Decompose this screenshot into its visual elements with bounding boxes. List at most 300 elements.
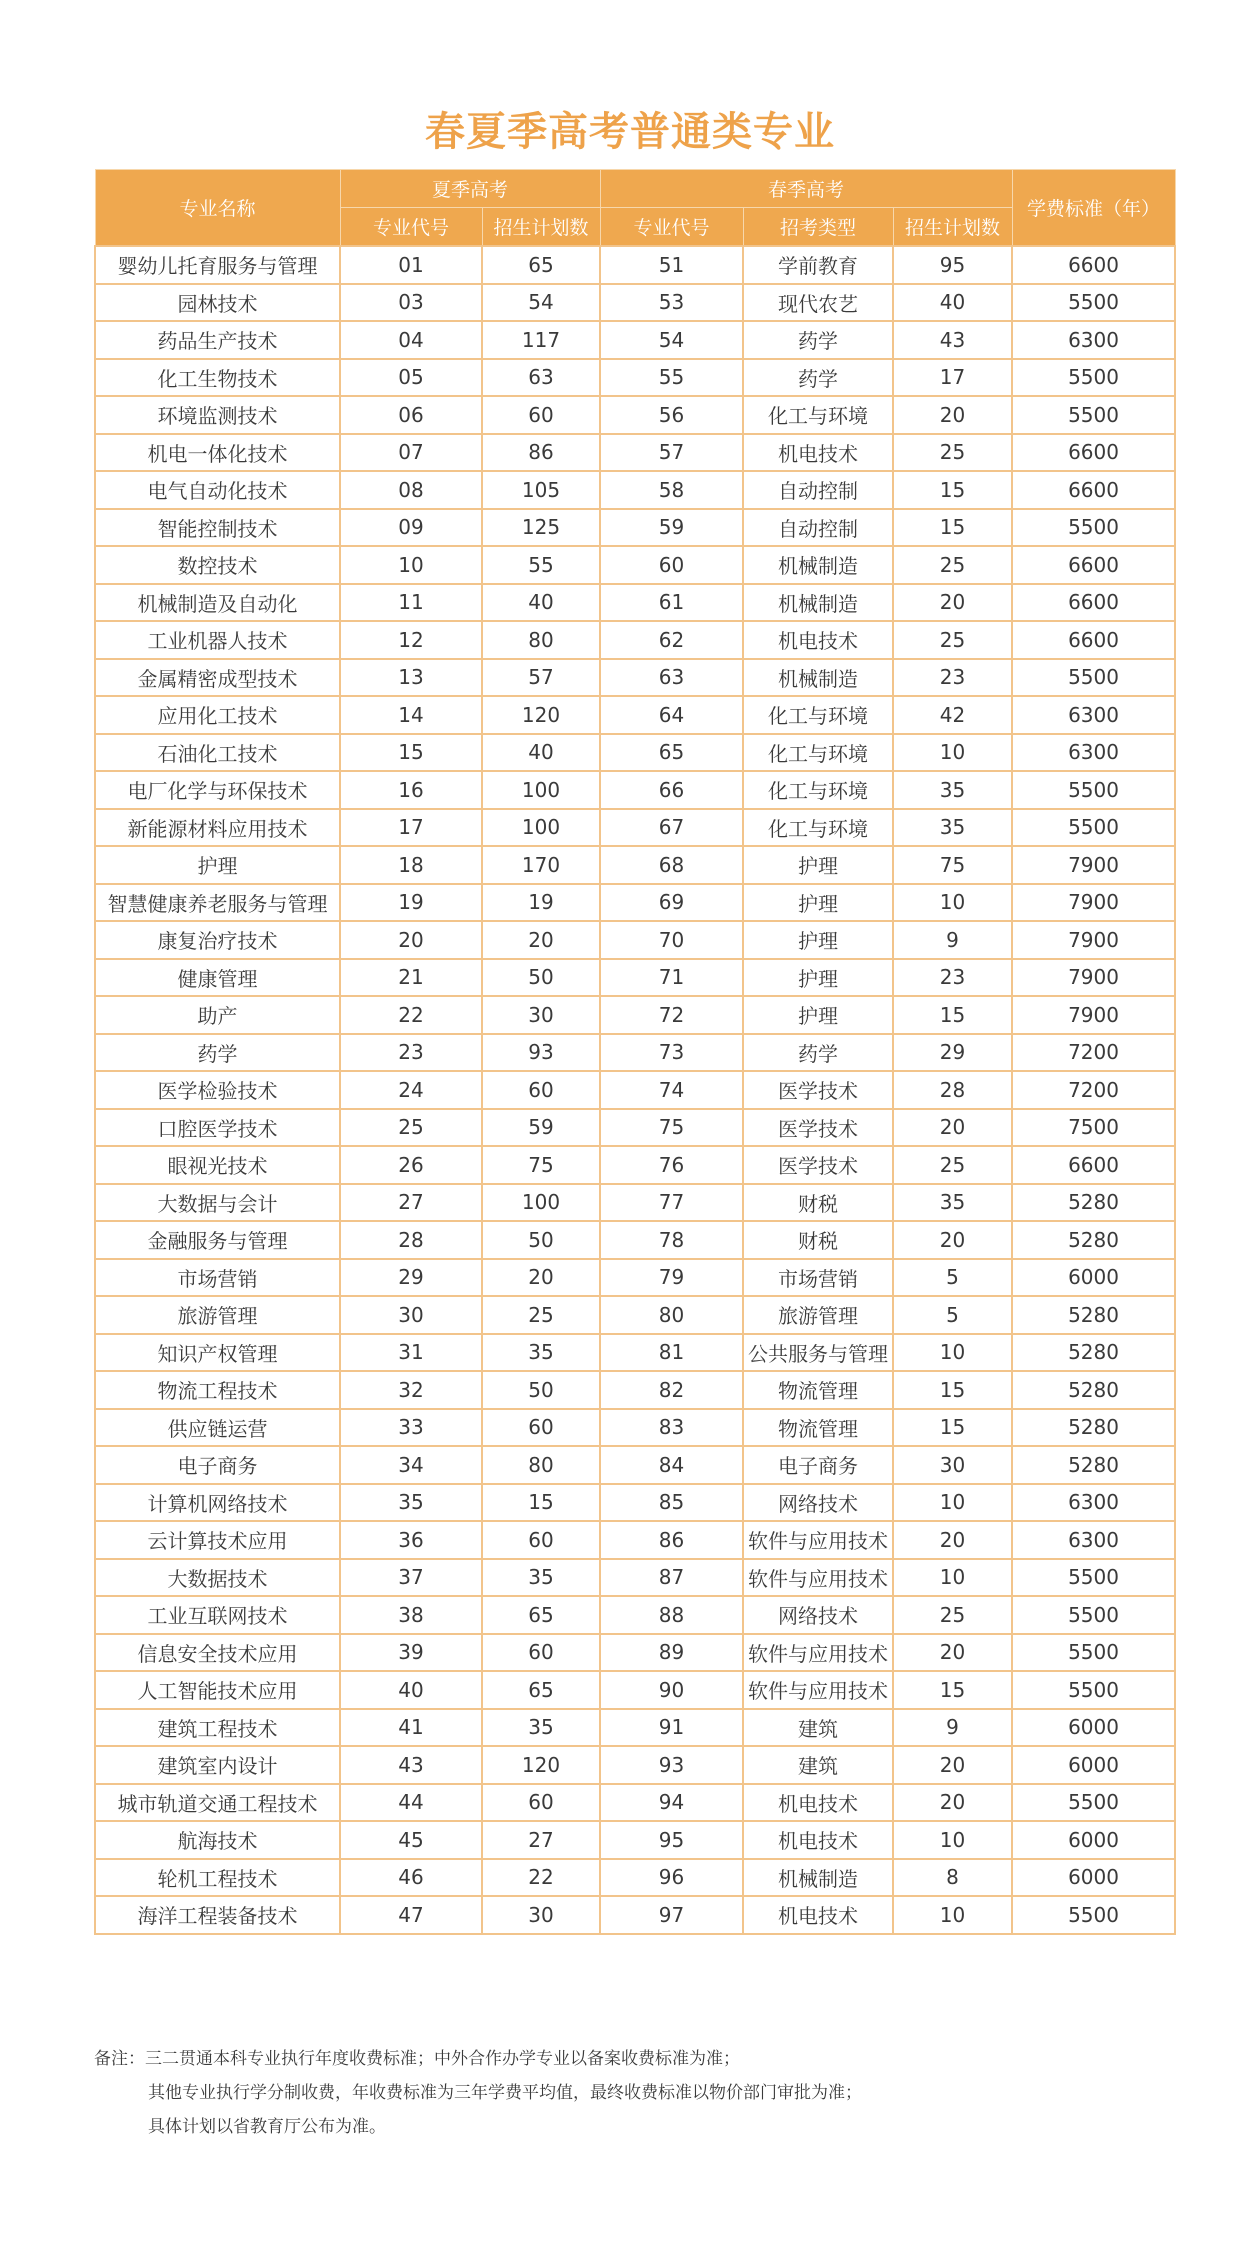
major-name-cell: 应用化工技术 [95, 696, 340, 734]
spring-code-cell: 69 [600, 884, 743, 922]
summer-code-cell: 10 [340, 546, 482, 584]
spring-code-cell: 62 [600, 621, 743, 659]
spring-code-cell: 51 [600, 246, 743, 284]
summer-code-cell: 17 [340, 809, 482, 847]
spring-plan-cell: 15 [893, 1671, 1012, 1709]
tuition-cell: 6600 [1012, 471, 1175, 509]
summer-code-cell: 39 [340, 1634, 482, 1672]
major-name-cell: 健康管理 [95, 959, 340, 997]
spring-plan-cell: 25 [893, 546, 1012, 584]
summer-plan-cell: 75 [482, 1146, 600, 1184]
summer-code-cell: 41 [340, 1709, 482, 1747]
tuition-cell: 5500 [1012, 509, 1175, 547]
summer-code-cell: 24 [340, 1071, 482, 1109]
tuition-cell: 6000 [1012, 1821, 1175, 1859]
spring-plan-cell: 20 [893, 1746, 1012, 1784]
major-name-cell: 口腔医学技术 [95, 1109, 340, 1147]
spring-plan-cell: 20 [893, 396, 1012, 434]
summer-code-cell: 01 [340, 246, 482, 284]
tuition-cell: 6600 [1012, 621, 1175, 659]
tuition-cell: 6300 [1012, 1521, 1175, 1559]
spring-code-cell: 70 [600, 921, 743, 959]
table-row [95, 1221, 1175, 1259]
major-name-cell: 大数据与会计 [95, 1184, 340, 1222]
tuition-cell: 7900 [1012, 996, 1175, 1034]
header-summer-code: 专业代号 [340, 208, 482, 247]
table-row [95, 284, 1175, 322]
table-row [95, 1259, 1175, 1297]
summer-plan-cell: 40 [482, 584, 600, 622]
major-name-cell: 云计算技术应用 [95, 1521, 340, 1559]
tuition-cell: 5500 [1012, 1896, 1175, 1934]
spring-plan-cell: 20 [893, 1634, 1012, 1672]
summer-code-cell: 14 [340, 696, 482, 734]
spring-type-cell: 市场营销 [743, 1259, 893, 1297]
spring-plan-cell: 25 [893, 434, 1012, 472]
tuition-cell: 6600 [1012, 546, 1175, 584]
spring-type-cell: 医学技术 [743, 1109, 893, 1147]
spring-code-cell: 85 [600, 1484, 743, 1522]
summer-code-cell: 43 [340, 1746, 482, 1784]
spring-type-cell: 护理 [743, 996, 893, 1034]
summer-plan-cell: 30 [482, 1896, 600, 1934]
tuition-cell: 5500 [1012, 284, 1175, 322]
table-row [95, 921, 1175, 959]
tuition-cell: 5500 [1012, 1596, 1175, 1634]
summer-plan-cell: 100 [482, 809, 600, 847]
major-name-cell: 智慧健康养老服务与管理 [95, 884, 340, 922]
summer-plan-cell: 60 [482, 1071, 600, 1109]
spring-code-cell: 97 [600, 1896, 743, 1934]
summer-code-cell: 27 [340, 1184, 482, 1222]
spring-code-cell: 84 [600, 1446, 743, 1484]
tuition-cell: 5280 [1012, 1334, 1175, 1372]
spring-plan-cell: 10 [893, 884, 1012, 922]
summer-code-cell: 16 [340, 771, 482, 809]
summer-plan-cell: 60 [482, 1409, 600, 1447]
summer-plan-cell: 100 [482, 771, 600, 809]
spring-type-cell: 学前教育 [743, 246, 893, 284]
majors-table [94, 169, 1176, 1935]
tuition-cell: 6000 [1012, 1746, 1175, 1784]
tuition-cell: 6300 [1012, 734, 1175, 772]
table-row [95, 1034, 1175, 1072]
summer-code-cell: 37 [340, 1559, 482, 1597]
table-row [95, 696, 1175, 734]
spring-plan-cell: 5 [893, 1259, 1012, 1297]
spring-code-cell: 75 [600, 1109, 743, 1147]
spring-code-cell: 79 [600, 1259, 743, 1297]
summer-plan-cell: 100 [482, 1184, 600, 1222]
summer-plan-cell: 50 [482, 1221, 600, 1259]
major-name-cell: 药学 [95, 1034, 340, 1072]
spring-code-cell: 54 [600, 321, 743, 359]
spring-plan-cell: 95 [893, 246, 1012, 284]
spring-type-cell: 自动控制 [743, 471, 893, 509]
spring-plan-cell: 20 [893, 1221, 1012, 1259]
table-row [95, 1334, 1175, 1372]
spring-type-cell: 财税 [743, 1184, 893, 1222]
table-row [95, 1859, 1175, 1897]
table-row [95, 396, 1175, 434]
summer-code-cell: 13 [340, 659, 482, 697]
spring-plan-cell: 9 [893, 921, 1012, 959]
tuition-cell: 6600 [1012, 434, 1175, 472]
spring-plan-cell: 40 [893, 284, 1012, 322]
spring-code-cell: 83 [600, 1409, 743, 1447]
spring-type-cell: 电子商务 [743, 1446, 893, 1484]
spring-type-cell: 软件与应用技术 [743, 1521, 893, 1559]
summer-code-cell: 11 [340, 584, 482, 622]
tuition-cell: 5280 [1012, 1184, 1175, 1222]
tuition-cell: 5280 [1012, 1409, 1175, 1447]
spring-code-cell: 59 [600, 509, 743, 547]
major-name-cell: 轮机工程技术 [95, 1859, 340, 1897]
spring-plan-cell: 29 [893, 1034, 1012, 1072]
spring-plan-cell: 15 [893, 509, 1012, 547]
spring-type-cell: 化工与环境 [743, 696, 893, 734]
spring-type-cell: 软件与应用技术 [743, 1671, 893, 1709]
spring-code-cell: 71 [600, 959, 743, 997]
spring-code-cell: 63 [600, 659, 743, 697]
major-name-cell: 金属精密成型技术 [95, 659, 340, 697]
tuition-cell: 6300 [1012, 321, 1175, 359]
tuition-cell: 7200 [1012, 1034, 1175, 1072]
spring-plan-cell: 25 [893, 621, 1012, 659]
summer-code-cell: 04 [340, 321, 482, 359]
tuition-cell: 5280 [1012, 1371, 1175, 1409]
tuition-cell: 7900 [1012, 884, 1175, 922]
spring-plan-cell: 35 [893, 1184, 1012, 1222]
spring-type-cell: 机电技术 [743, 1784, 893, 1822]
summer-plan-cell: 60 [482, 396, 600, 434]
tuition-cell: 5280 [1012, 1296, 1175, 1334]
table-row [95, 959, 1175, 997]
major-name-cell: 金融服务与管理 [95, 1221, 340, 1259]
tuition-cell: 5500 [1012, 771, 1175, 809]
spring-code-cell: 76 [600, 1146, 743, 1184]
header-summer-plan: 招生计划数 [482, 208, 600, 247]
header-tuition: 学费标准（年） [1012, 170, 1175, 247]
tuition-cell: 6600 [1012, 1146, 1175, 1184]
table-row [95, 1071, 1175, 1109]
table-row [95, 434, 1175, 472]
summer-code-cell: 44 [340, 1784, 482, 1822]
tuition-cell: 5500 [1012, 659, 1175, 697]
summer-plan-cell: 65 [482, 1596, 600, 1634]
spring-code-cell: 87 [600, 1559, 743, 1597]
summer-plan-cell: 35 [482, 1709, 600, 1747]
spring-code-cell: 55 [600, 359, 743, 397]
summer-plan-cell: 120 [482, 696, 600, 734]
spring-code-cell: 65 [600, 734, 743, 772]
spring-type-cell: 旅游管理 [743, 1296, 893, 1334]
table-row [95, 809, 1175, 847]
major-name-cell: 数控技术 [95, 546, 340, 584]
tuition-cell: 6600 [1012, 246, 1175, 284]
spring-plan-cell: 10 [893, 1334, 1012, 1372]
summer-code-cell: 26 [340, 1146, 482, 1184]
summer-plan-cell: 55 [482, 546, 600, 584]
summer-plan-cell: 27 [482, 1821, 600, 1859]
summer-code-cell: 47 [340, 1896, 482, 1934]
spring-code-cell: 53 [600, 284, 743, 322]
spring-plan-cell: 23 [893, 659, 1012, 697]
table-row [95, 771, 1175, 809]
major-name-cell: 电子商务 [95, 1446, 340, 1484]
spring-code-cell: 56 [600, 396, 743, 434]
summer-plan-cell: 80 [482, 621, 600, 659]
spring-type-cell: 机电技术 [743, 621, 893, 659]
spring-type-cell: 自动控制 [743, 509, 893, 547]
summer-code-cell: 09 [340, 509, 482, 547]
summer-plan-cell: 15 [482, 1484, 600, 1522]
summer-plan-cell: 35 [482, 1334, 600, 1372]
note-line: 备注：三二贯通本科专业执行年度收费标准；中外合作办学专业以备案收费标准为准； [94, 2049, 740, 2069]
header-spring-plan: 招生计划数 [893, 208, 1012, 247]
major-name-cell: 电厂化学与环保技术 [95, 771, 340, 809]
tuition-cell: 5280 [1012, 1221, 1175, 1259]
spring-type-cell: 物流管理 [743, 1371, 893, 1409]
table-row [95, 471, 1175, 509]
spring-type-cell: 软件与应用技术 [743, 1559, 893, 1597]
spring-plan-cell: 17 [893, 359, 1012, 397]
spring-type-cell: 现代农艺 [743, 284, 893, 322]
spring-plan-cell: 10 [893, 1484, 1012, 1522]
summer-code-cell: 22 [340, 996, 482, 1034]
tuition-cell: 5500 [1012, 359, 1175, 397]
spring-code-cell: 81 [600, 1334, 743, 1372]
major-name-cell: 医学检验技术 [95, 1071, 340, 1109]
table-row [95, 1184, 1175, 1222]
spring-type-cell: 护理 [743, 959, 893, 997]
spring-plan-cell: 10 [893, 1821, 1012, 1859]
major-name-cell: 供应链运营 [95, 1409, 340, 1447]
spring-code-cell: 66 [600, 771, 743, 809]
spring-code-cell: 93 [600, 1746, 743, 1784]
tuition-cell: 7200 [1012, 1071, 1175, 1109]
table-body [95, 246, 1175, 1934]
table-row [95, 359, 1175, 397]
spring-code-cell: 57 [600, 434, 743, 472]
summer-code-cell: 45 [340, 1821, 482, 1859]
summer-plan-cell: 20 [482, 921, 600, 959]
spring-code-cell: 61 [600, 584, 743, 622]
major-name-cell: 婴幼儿托育服务与管理 [95, 246, 340, 284]
spring-plan-cell: 43 [893, 321, 1012, 359]
table-row [95, 1371, 1175, 1409]
page-title: 春夏季高考普通类专业 [425, 109, 835, 155]
table-row [95, 734, 1175, 772]
summer-code-cell: 46 [340, 1859, 482, 1897]
table-row [95, 1709, 1175, 1747]
major-name-cell: 环境监测技术 [95, 396, 340, 434]
table-row [95, 1896, 1175, 1934]
spring-code-cell: 68 [600, 846, 743, 884]
table-row [95, 1146, 1175, 1184]
spring-plan-cell: 20 [893, 1521, 1012, 1559]
spring-type-cell: 医学技术 [743, 1071, 893, 1109]
spring-type-cell: 化工与环境 [743, 734, 893, 772]
summer-code-cell: 06 [340, 396, 482, 434]
table-row [95, 884, 1175, 922]
summer-plan-cell: 65 [482, 246, 600, 284]
summer-plan-cell: 40 [482, 734, 600, 772]
spring-type-cell: 护理 [743, 884, 893, 922]
spring-code-cell: 80 [600, 1296, 743, 1334]
table-row [95, 1484, 1175, 1522]
spring-code-cell: 72 [600, 996, 743, 1034]
summer-code-cell: 03 [340, 284, 482, 322]
spring-code-cell: 89 [600, 1634, 743, 1672]
spring-type-cell: 财税 [743, 1221, 893, 1259]
spring-plan-cell: 30 [893, 1446, 1012, 1484]
spring-type-cell: 物流管理 [743, 1409, 893, 1447]
spring-type-cell: 机电技术 [743, 434, 893, 472]
major-name-cell: 航海技术 [95, 1821, 340, 1859]
table-row [95, 659, 1175, 697]
spring-type-cell: 软件与应用技术 [743, 1634, 893, 1672]
summer-code-cell: 05 [340, 359, 482, 397]
summer-plan-cell: 54 [482, 284, 600, 322]
summer-plan-cell: 65 [482, 1671, 600, 1709]
tuition-cell: 5500 [1012, 1634, 1175, 1672]
summer-code-cell: 07 [340, 434, 482, 472]
spring-plan-cell: 10 [893, 734, 1012, 772]
tuition-cell: 5500 [1012, 1559, 1175, 1597]
tuition-cell: 7500 [1012, 1109, 1175, 1147]
spring-code-cell: 78 [600, 1221, 743, 1259]
summer-plan-cell: 30 [482, 996, 600, 1034]
table-row [95, 584, 1175, 622]
spring-code-cell: 96 [600, 1859, 743, 1897]
major-name-cell: 工业机器人技术 [95, 621, 340, 659]
summer-plan-cell: 20 [482, 1259, 600, 1297]
table-row [95, 1634, 1175, 1672]
summer-plan-cell: 60 [482, 1521, 600, 1559]
major-name-cell: 市场营销 [95, 1259, 340, 1297]
tuition-cell: 5500 [1012, 809, 1175, 847]
table-row [95, 1109, 1175, 1147]
spring-plan-cell: 10 [893, 1896, 1012, 1934]
summer-code-cell: 28 [340, 1221, 482, 1259]
summer-plan-cell: 105 [482, 471, 600, 509]
spring-type-cell: 网络技术 [743, 1484, 893, 1522]
spring-type-cell: 建筑 [743, 1709, 893, 1747]
header-major-name: 专业名称 [95, 170, 340, 247]
table-row [95, 546, 1175, 584]
table-row [95, 1521, 1175, 1559]
table-row [95, 1409, 1175, 1447]
spring-type-cell: 药学 [743, 321, 893, 359]
spring-plan-cell: 35 [893, 809, 1012, 847]
spring-plan-cell: 25 [893, 1146, 1012, 1184]
summer-code-cell: 34 [340, 1446, 482, 1484]
spring-plan-cell: 15 [893, 996, 1012, 1034]
summer-plan-cell: 80 [482, 1446, 600, 1484]
major-name-cell: 城市轨道交通工程技术 [95, 1784, 340, 1822]
major-name-cell: 建筑工程技术 [95, 1709, 340, 1747]
notes [94, 2042, 862, 2144]
spring-plan-cell: 5 [893, 1296, 1012, 1334]
major-name-cell: 物流工程技术 [95, 1371, 340, 1409]
table-row [95, 846, 1175, 884]
summer-code-cell: 08 [340, 471, 482, 509]
summer-plan-cell: 59 [482, 1109, 600, 1147]
tuition-cell: 5500 [1012, 1671, 1175, 1709]
spring-plan-cell: 15 [893, 1371, 1012, 1409]
tuition-cell: 7900 [1012, 921, 1175, 959]
major-name-cell: 助产 [95, 996, 340, 1034]
tuition-cell: 5280 [1012, 1446, 1175, 1484]
tuition-cell: 7900 [1012, 959, 1175, 997]
tuition-cell: 6600 [1012, 584, 1175, 622]
spring-type-cell: 化工与环境 [743, 809, 893, 847]
spring-code-cell: 91 [600, 1709, 743, 1747]
spring-plan-cell: 35 [893, 771, 1012, 809]
summer-code-cell: 20 [340, 921, 482, 959]
major-name-cell: 计算机网络技术 [95, 1484, 340, 1522]
summer-plan-cell: 60 [482, 1784, 600, 1822]
header-spring-group: 春季高考 [600, 170, 1012, 208]
summer-plan-cell: 63 [482, 359, 600, 397]
tuition-cell: 6300 [1012, 696, 1175, 734]
spring-code-cell: 64 [600, 696, 743, 734]
summer-plan-cell: 60 [482, 1634, 600, 1672]
major-name-cell: 智能控制技术 [95, 509, 340, 547]
spring-type-cell: 机械制造 [743, 1859, 893, 1897]
major-name-cell: 知识产权管理 [95, 1334, 340, 1372]
note-line: 具体计划以省教育厅公布为准。 [148, 2117, 386, 2137]
tuition-cell: 7900 [1012, 846, 1175, 884]
summer-plan-cell: 19 [482, 884, 600, 922]
table-row [95, 321, 1175, 359]
major-name-cell: 眼视光技术 [95, 1146, 340, 1184]
tuition-cell: 6300 [1012, 1484, 1175, 1522]
spring-type-cell: 机械制造 [743, 584, 893, 622]
summer-plan-cell: 86 [482, 434, 600, 472]
major-name-cell: 旅游管理 [95, 1296, 340, 1334]
major-name-cell: 工业互联网技术 [95, 1596, 340, 1634]
major-name-cell: 园林技术 [95, 284, 340, 322]
table-row [95, 996, 1175, 1034]
table-row [95, 1671, 1175, 1709]
table-row [95, 1446, 1175, 1484]
tuition-cell: 5500 [1012, 1784, 1175, 1822]
major-name-cell: 机械制造及自动化 [95, 584, 340, 622]
summer-code-cell: 29 [340, 1259, 482, 1297]
major-name-cell: 建筑室内设计 [95, 1746, 340, 1784]
spring-type-cell: 药学 [743, 359, 893, 397]
spring-plan-cell: 15 [893, 471, 1012, 509]
spring-code-cell: 60 [600, 546, 743, 584]
spring-code-cell: 67 [600, 809, 743, 847]
header-spring-code: 专业代号 [600, 208, 743, 247]
spring-plan-cell: 8 [893, 1859, 1012, 1897]
spring-code-cell: 94 [600, 1784, 743, 1822]
summer-plan-cell: 120 [482, 1746, 600, 1784]
major-name-cell: 大数据技术 [95, 1559, 340, 1597]
spring-code-cell: 95 [600, 1821, 743, 1859]
tuition-cell: 5500 [1012, 396, 1175, 434]
spring-plan-cell: 42 [893, 696, 1012, 734]
table-row [95, 1821, 1175, 1859]
major-name-cell: 药品生产技术 [95, 321, 340, 359]
summer-code-cell: 15 [340, 734, 482, 772]
summer-code-cell: 25 [340, 1109, 482, 1147]
spring-type-cell: 药学 [743, 1034, 893, 1072]
spring-type-cell: 护理 [743, 921, 893, 959]
